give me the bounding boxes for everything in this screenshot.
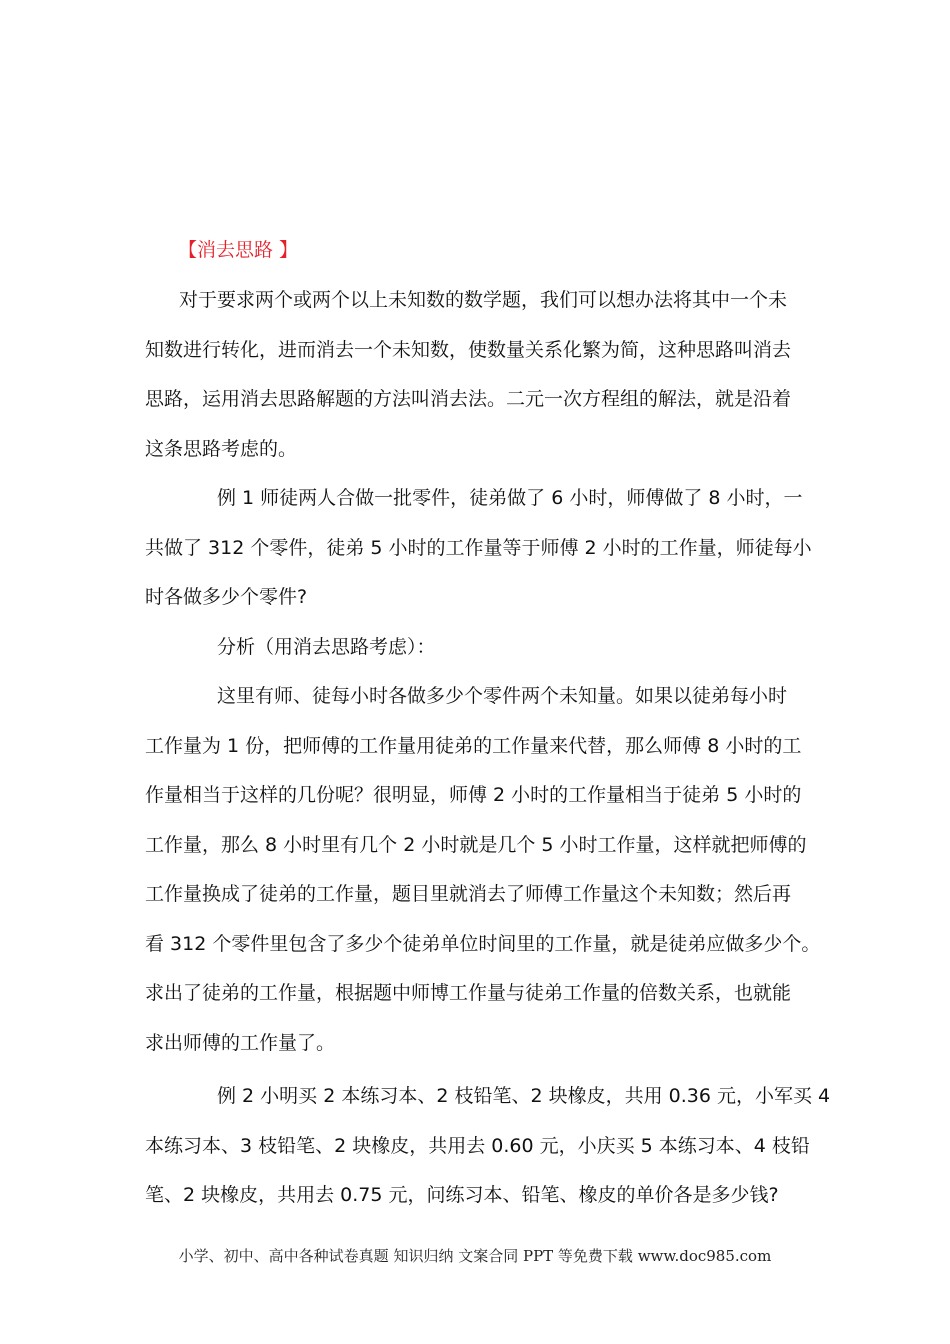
intro-paragraph — [145, 276, 815, 474]
analysis-line: 这里有师、徒每小时各做多少个零件两个未知量。如果以徒弟每小时 — [217, 685, 788, 707]
intro-line: 知数进行转化，进而消去一个未知数，使数量关系化繁为简，这种思路叫消去 — [145, 338, 792, 361]
page-footer: 小学、初中、高中各种试卷真题 知识归纳 文案合同 PPT 等免费下载 www.doc985.com — [178, 1247, 772, 1265]
analysis-title: 分析（用消去思路考虑）： — [217, 636, 436, 658]
example-1-line: 共做了 312 个零件，徒弟 5 小时的工作量等于师傅 2 小时的工作量，师徒每小 — [145, 536, 812, 559]
analysis-line: 看 312 个零件里包含了多少个徒弟单位时间里的工作量，就是徒弟应做多少个。 — [145, 932, 821, 955]
section-heading: 【消去思路 】 — [178, 239, 299, 261]
intro-line: 这条思路考虑的。 — [145, 437, 298, 460]
analysis-line: 作量相当于这样的几份呢？很明显，师傅 2 小时的工作量相当于徒弟 5 小时的 — [145, 784, 802, 806]
analysis-line: 求出师傅的工作量了。 — [145, 1031, 336, 1054]
example-2-line: 例 2 小明买 2 本练习本、2 枝铅笔、2 块橡皮，共用 0.36 元，小军买 4 — [217, 1085, 831, 1107]
example-1-line: 例 1 师徒两人合做一批零件，徒弟做了 6 小时，师傅做了 8 小时，一 — [217, 487, 803, 509]
analysis-line: 工作量换成了徒弟的工作量，题目里就消去了师傅工作量这个未知数；然后再 — [145, 883, 792, 905]
intro-line: 对于要求两个或两个以上未知数的数学题，我们可以想办法将其中一个未 — [179, 289, 788, 311]
example-1-line: 时各做多少个零件? — [145, 586, 308, 608]
example-2-paragraph — [145, 1072, 831, 1221]
example-2-line: 笔、2 块橡皮，共用去 0.75 元，问练习本、铅笔、橡皮的单价各是多少钱? — [145, 1184, 779, 1206]
example-2-line: 本练习本、3 枝铅笔、2 块橡皮，共用去 0.60 元，小庆买 5 本练习本、4 枝铅 — [145, 1134, 810, 1157]
intro-line: 思路，运用消去思路解题的方法叫消去法。二元一次方程组的解法，就是沿着 — [145, 388, 792, 410]
example-1-paragraph — [145, 474, 815, 623]
analysis-line: 工作量为 1 份，把师傅的工作量用徒弟的工作量来代替，那么师傅 8 小时的工 — [145, 734, 802, 757]
analysis-paragraph — [145, 672, 821, 1068]
analysis-title-paragraph — [145, 623, 815, 673]
analysis-line: 求出了徒弟的工作量，根据题中师博工作量与徒弟工作量的倍数关系，也就能 — [145, 982, 792, 1004]
analysis-line: 工作量，那么 8 小时里有几个 2 小时就是几个 5 小时工作量，这样就把师傅的 — [145, 833, 807, 856]
